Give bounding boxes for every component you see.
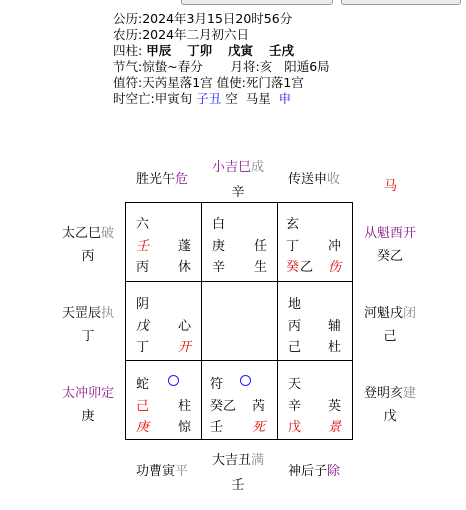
outer-left-mid: 天罡辰执 丁 [61,306,115,344]
outer-top-mid: 小吉巳成 辛 [211,160,265,200]
palace-1[interactable]: 符 癸乙 芮 壬 死 [210,377,266,435]
nine-palace-grid [125,202,353,440]
outer-left-bot: 太冲卯定 庚 [61,386,115,424]
outer-right-top: 从魁酉开 癸乙 [363,226,417,264]
top-button-right[interactable] [341,0,461,5]
outer-top-right: 传送申收 [288,172,341,187]
sizhu-month: 丁卯 [187,43,213,58]
ma-marker: 马 [384,179,398,194]
sizhu-row: 四柱: 甲辰 丁卯 戊寅 壬戌 [113,43,294,58]
sizhu-hour: 壬戌 [268,43,294,58]
palace-8[interactable]: 蛇 己 柱 庚 惊 [136,377,192,435]
outer-top-left: 胜光午危 [136,172,189,187]
palace-2[interactable]: 玄 丁 冲 癸 乙 伤 [286,217,342,275]
outer-bot-mid: 大吉丑满 壬 [211,453,265,493]
palace-7[interactable]: 地 丙 辅 己 杜 [288,297,342,355]
palace-3[interactable]: 阴 戊 心 丁 开 [136,297,192,355]
outer-bot-right: 神后子除 [288,464,341,479]
sizhu-year: 甲辰 [146,43,172,58]
palace-4[interactable]: 六 壬 蓬 丙 休 [136,217,192,275]
sizhu-day: 戊寅 [228,43,254,58]
nongli-row: 农历:2024年二月初六日 [113,27,250,42]
outer-right-bot: 登明亥建 戊 [363,386,417,424]
top-button-left[interactable] [181,0,333,5]
zhifu-row: 值符:天芮星落1宫 值使:死门落1宫 [113,75,304,90]
outer-bot-left: 功曹寅平 [136,464,189,479]
outer-right-mid: 河魁戌闭 己 [363,306,417,344]
palace-9[interactable]: 白 庚 任 辛 生 [212,217,268,275]
info-panel [113,11,330,107]
kongwang-row: 时空亡:甲寅旬 子丑 空 马星 申 [113,91,292,106]
palace-5-center[interactable] [202,282,277,360]
gongli-row: 公历:2024年3月15日20时56分 [113,11,293,26]
outer-left-top: 太乙巳破 丙 [61,226,115,264]
palace-6[interactable]: 天 辛 英 戊 景 [288,377,342,435]
jieqi-row: 节气:惊蛰~春分 月将:亥 阳遁6局 [113,59,330,74]
